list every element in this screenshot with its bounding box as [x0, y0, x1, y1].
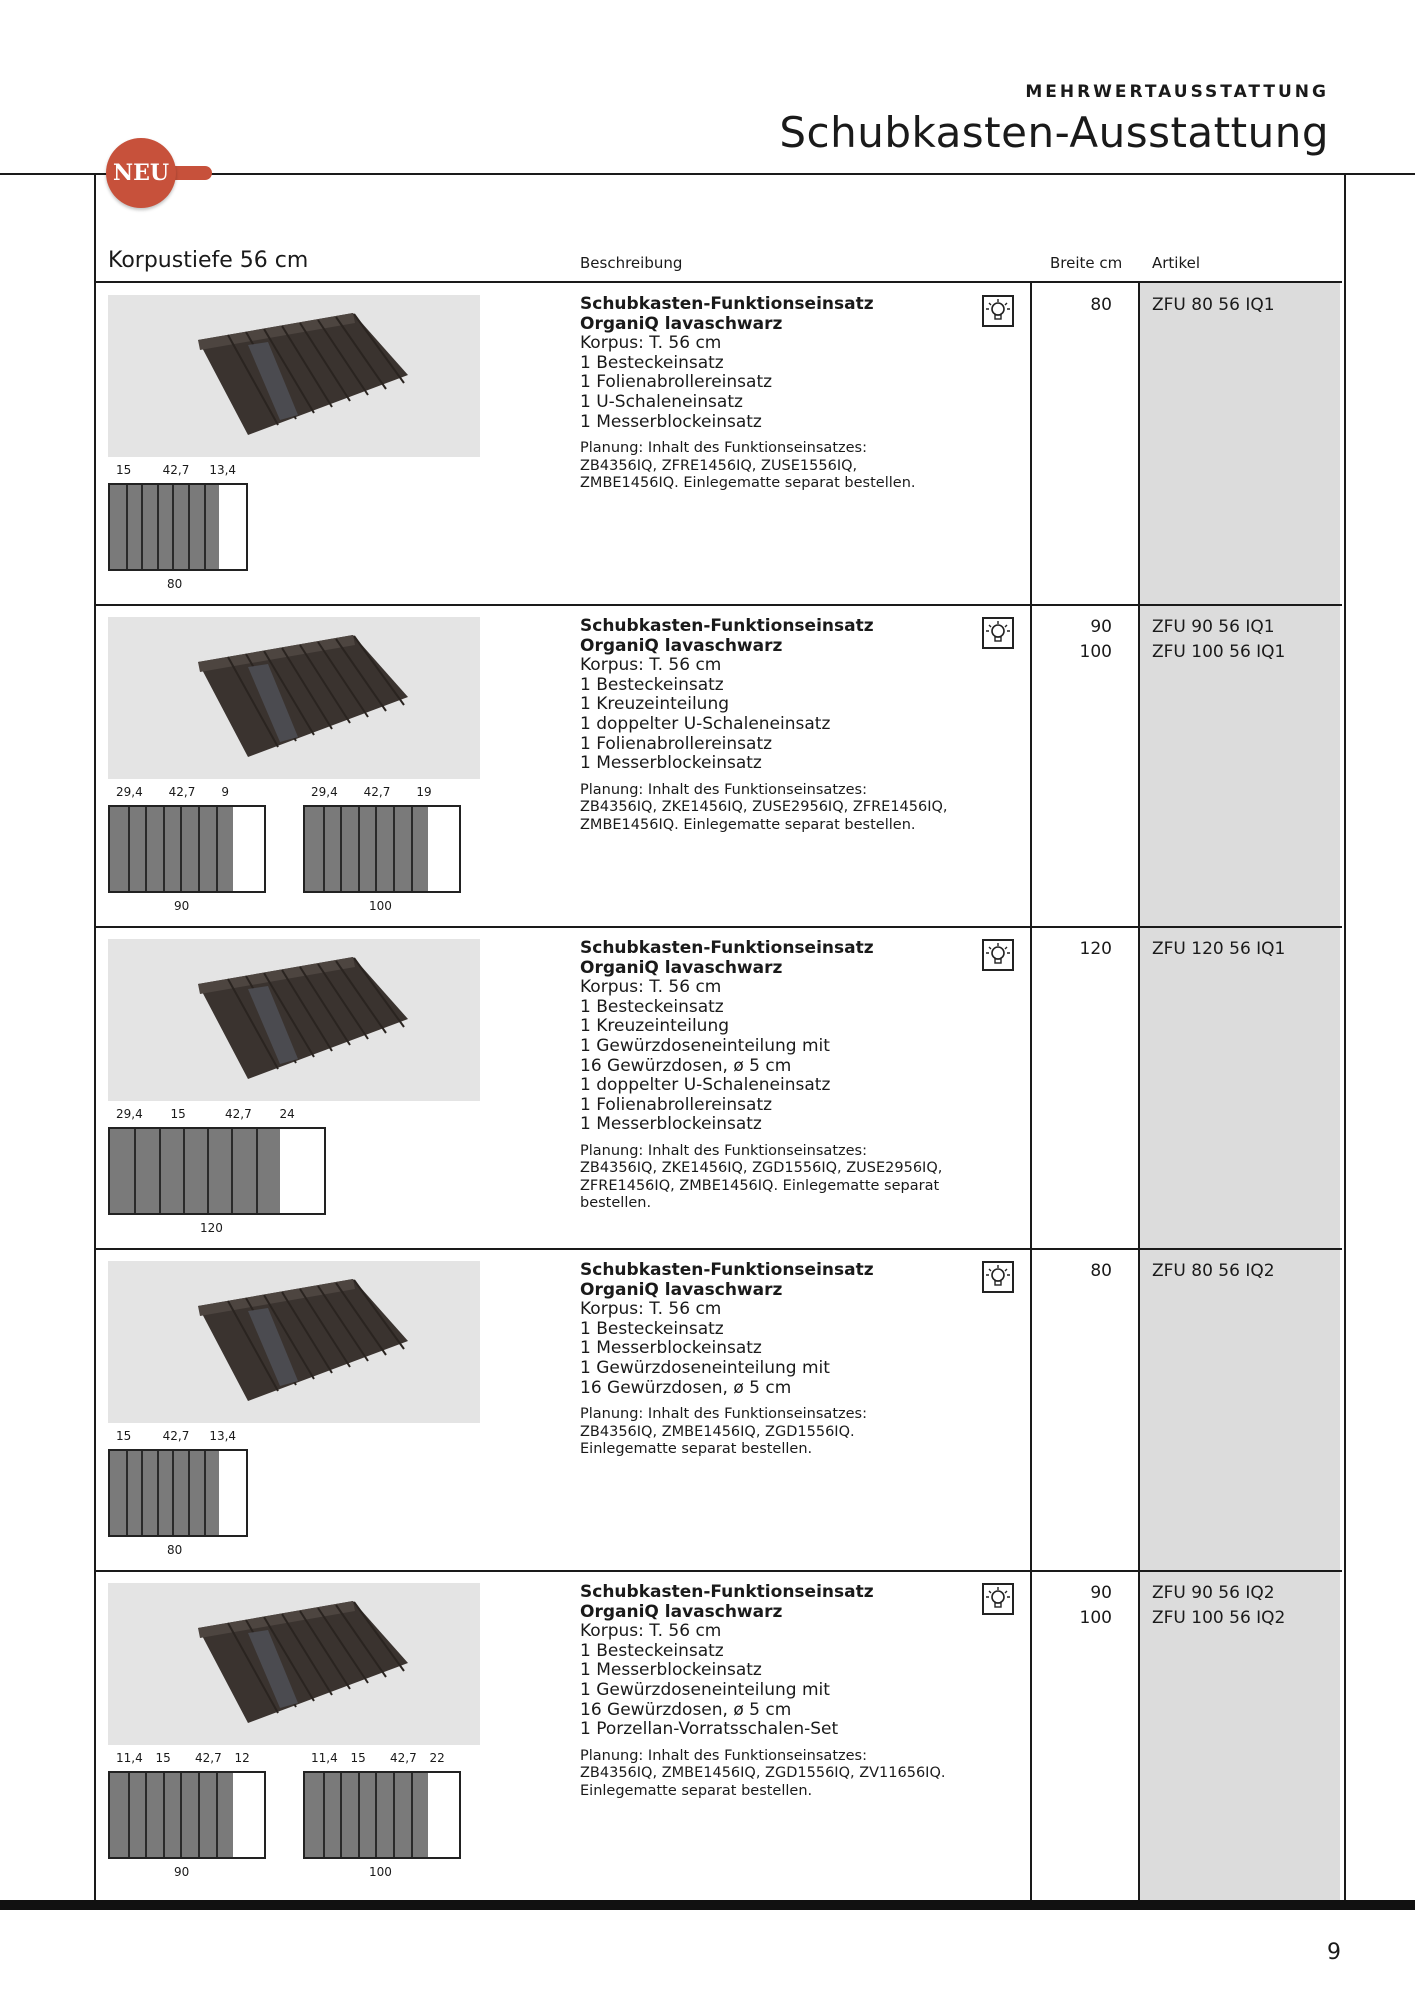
article-numbers: [1152, 1583, 1332, 1633]
product-description: [580, 617, 960, 834]
dimension-diagram: [108, 1107, 336, 1247]
product-subtitle: OrganiQ lavaschwarz: [580, 1601, 783, 1622]
planning-note: ZB4356IQ, ZMBE1456IQ, ZGD1556IQ.: [580, 1423, 855, 1440]
compartment-divider: [198, 807, 200, 891]
dimension-diagram: [108, 1429, 258, 1569]
product-photo: [108, 1583, 480, 1745]
compartment-divider: [216, 1773, 218, 1857]
product-photo: [108, 1261, 480, 1423]
page-number: 9: [1327, 1940, 1341, 1965]
compartment-divider: [216, 807, 218, 891]
article-numbers: [1152, 617, 1332, 667]
product-title: Schubkasten-Funktionseinsatz: [580, 938, 874, 958]
planning-note: Planung: Inhalt des Funktionseinsatzes:: [580, 1747, 867, 1764]
width-values: [1032, 939, 1112, 964]
dimension-diagram: [303, 1751, 471, 1891]
product-title: Schubkasten-Funktionseinsatz: [580, 1582, 874, 1602]
compartment-divider: [340, 1773, 342, 1857]
article-numbers: [1152, 939, 1332, 964]
product-description: [580, 295, 960, 493]
product-row: [96, 283, 1342, 605]
dimension-diagram: [108, 463, 258, 603]
compartment-divider: [204, 485, 206, 569]
section-kicker: MEHRWERTAUSSTATTUNG: [1025, 82, 1329, 102]
width-value: 120: [1079, 939, 1112, 959]
article-number: ZFU 90 56 IQ1: [1152, 617, 1275, 637]
dimension-total: 90: [174, 899, 190, 913]
dimension-diagram: [303, 785, 471, 925]
article-number: ZFU 80 56 IQ1: [1152, 295, 1275, 315]
article-number: ZFU 100 56 IQ1: [1152, 642, 1286, 662]
compartment-divider: [358, 1773, 360, 1857]
feature-line: 1 Besteckeinsatz: [580, 1318, 724, 1339]
planning-note: bestellen.: [580, 1195, 652, 1212]
product-row: [96, 1249, 1342, 1571]
drawer-layout: [108, 1771, 266, 1859]
compartment-divider: [411, 807, 413, 891]
feature-line: 1 Messerblockeinsatz: [580, 1660, 762, 1681]
feature-line: 16 Gewürzdosen, ø 5 cm: [580, 1699, 792, 1720]
dimension-label: 15: [116, 463, 132, 477]
column-header-description: Beschreibung: [580, 254, 683, 272]
planning-note: Planung: Inhalt des Funktionseinsatzes:: [580, 1142, 867, 1159]
compartment-divider: [204, 1451, 206, 1535]
planning-note: ZFRE1456IQ, ZMBE1456IQ. Einlegematte separat: [580, 1177, 940, 1194]
width-value: 80: [1090, 1261, 1112, 1281]
product-subtitle: OrganiQ lavaschwarz: [580, 635, 783, 656]
compartment-divider: [145, 1773, 147, 1857]
feature-line: Korpus: T. 56 cm: [580, 1621, 722, 1642]
dimension-diagram: [108, 1751, 276, 1891]
feature-line: 1 Gewürzdoseneinteilung mit: [580, 1035, 830, 1056]
feature-line: 1 Messerblockeinsatz: [580, 753, 762, 774]
planning-note: Planung: Inhalt des Funktionseinsatzes:: [580, 440, 867, 457]
dimension-total: 100: [369, 899, 392, 913]
planning-note: ZMBE1456IQ. Einlegematte separat bestellen.: [580, 475, 916, 492]
product-title: Schubkasten-Funktionseinsatz: [580, 294, 874, 314]
planning-note: ZB4356IQ, ZFRE1456IQ, ZUSE1556IQ,: [580, 457, 858, 474]
product-title: Schubkasten-Funktionseinsatz: [580, 1260, 874, 1280]
dimension-label: 29,4: [116, 1107, 143, 1121]
article-number: ZFU 80 56 IQ2: [1152, 1261, 1275, 1281]
drawer-layout: [303, 1771, 461, 1859]
product-row: [96, 927, 1342, 1249]
feature-line: 1 Besteckeinsatz: [580, 1640, 724, 1661]
width-value: 90: [1090, 617, 1112, 637]
product-row: [96, 605, 1342, 927]
new-badge: NEU: [106, 138, 176, 208]
drawer-layout: [108, 805, 266, 893]
width-value: 90: [1090, 1583, 1112, 1603]
product-subtitle: OrganiQ lavaschwarz: [580, 313, 783, 334]
compartment-divider: [180, 807, 182, 891]
feature-line: 1 Gewürzdoseneinteilung mit: [580, 1679, 830, 1700]
compartment-divider: [126, 1451, 128, 1535]
compartment-divider: [183, 1129, 185, 1213]
article-number: ZFU 100 56 IQ2: [1152, 1608, 1286, 1628]
feature-line: 1 Besteckeinsatz: [580, 996, 724, 1017]
product-subtitle: OrganiQ lavaschwarz: [580, 957, 783, 978]
dimension-label: 29,4: [311, 785, 338, 799]
planning-note: ZMBE1456IQ. Einlegematte separat bestellen.: [580, 816, 916, 833]
width-values: [1032, 295, 1112, 320]
feature-line: Korpus: T. 56 cm: [580, 333, 722, 354]
footer-bar: [0, 1900, 1415, 1910]
compartment-divider: [163, 807, 165, 891]
feature-line: 1 Folienabrollereinsatz: [580, 733, 773, 754]
feature-line: 1 Messerblockeinsatz: [580, 1338, 762, 1359]
compartment-divider: [172, 485, 174, 569]
dimension-label: 24: [279, 1107, 295, 1121]
feature-line: 1 Besteckeinsatz: [580, 352, 724, 373]
product-photo: [108, 939, 480, 1101]
compartment-divider: [128, 1773, 130, 1857]
feature-line: 1 Folienabrollereinsatz: [580, 1094, 773, 1115]
dimension-total: 120: [200, 1221, 223, 1235]
product-photo: [108, 617, 480, 779]
product-description: [580, 1261, 960, 1459]
product-description: [580, 1583, 960, 1800]
planning-note: ZB4356IQ, ZKE1456IQ, ZGD1556IQ, ZUSE2956IQ,: [580, 1160, 943, 1177]
compartment-divider: [180, 1773, 182, 1857]
dimension-label: 15: [116, 1429, 132, 1443]
width-values: [1032, 1261, 1112, 1286]
compartment-divider: [172, 1451, 174, 1535]
dimension-label: 11,4: [311, 1751, 338, 1765]
feature-line: 1 U-Schaleneinsatz: [580, 391, 743, 412]
light-bulb-icon: [982, 1583, 1014, 1615]
compartment-divider: [393, 807, 395, 891]
drawer-layout: [303, 805, 461, 893]
feature-line: 1 Messerblockeinsatz: [580, 411, 762, 432]
planning-note: Planung: Inhalt des Funktionseinsatzes:: [580, 1406, 867, 1423]
dimension-label: 42,7: [225, 1107, 252, 1121]
dimension-label: 42,7: [168, 785, 196, 799]
article-number: ZFU 120 56 IQ1: [1152, 939, 1286, 959]
compartment-divider: [323, 1773, 325, 1857]
column-header-article: Artikel: [1152, 254, 1201, 272]
drawer-layout: [108, 1127, 326, 1215]
light-bulb-icon: [982, 295, 1014, 327]
compartment-divider: [188, 485, 190, 569]
product-description: [580, 939, 960, 1213]
feature-line: 1 Porzellan-Vorratsschalen-Set: [580, 1719, 839, 1740]
width-value: 80: [1090, 295, 1112, 315]
dimension-label: 11,4: [116, 1751, 143, 1765]
feature-line: 1 doppelter U-Schaleneinsatz: [580, 713, 831, 734]
compartment-divider: [340, 807, 342, 891]
compartment-divider: [141, 485, 143, 569]
width-values: [1032, 1583, 1112, 1633]
width-values: [1032, 617, 1112, 667]
dimension-total: 90: [174, 1865, 190, 1879]
column-header-width: Breite cm: [1050, 254, 1123, 272]
article-numbers: [1152, 295, 1332, 320]
compartment-divider: [358, 807, 360, 891]
product-row: [96, 1571, 1342, 1893]
page-title: Schubkasten-Ausstattung: [779, 108, 1329, 157]
feature-line: 1 doppelter U-Schaleneinsatz: [580, 1075, 831, 1096]
compartment-divider: [188, 1451, 190, 1535]
feature-line: 1 Folienabrollereinsatz: [580, 372, 773, 393]
dimension-label: 13,4: [209, 463, 237, 477]
dimension-total: 80: [167, 577, 183, 591]
compartment-divider: [134, 1129, 136, 1213]
dimension-label: 42,7: [390, 1751, 417, 1765]
dimension-label: 42,7: [162, 463, 190, 477]
article-number: ZFU 90 56 IQ2: [1152, 1583, 1275, 1603]
compartment-divider: [157, 485, 159, 569]
dimension-label: 42,7: [195, 1751, 222, 1765]
compartment-divider: [323, 807, 325, 891]
feature-line: Korpus: T. 56 cm: [580, 977, 722, 998]
compartment-divider: [393, 1773, 395, 1857]
dimension-label: 29,4: [116, 785, 143, 799]
dimension-label: 15: [170, 1107, 186, 1121]
dimension-diagram: [108, 785, 276, 925]
dimension-label: 42,7: [162, 1429, 190, 1443]
planning-note: Einlegematte separat bestellen.: [580, 1441, 813, 1458]
drawer-layout: [108, 1449, 248, 1537]
planning-note: ZB4356IQ, ZKE1456IQ, ZUSE2956IQ, ZFRE1456IQ,: [580, 799, 948, 816]
light-bulb-icon: [982, 1261, 1014, 1293]
planning-note: Planung: Inhalt des Funktionseinsatzes:: [580, 781, 867, 798]
drawer-layout: [108, 483, 248, 571]
compartment-divider: [163, 1773, 165, 1857]
feature-line: Korpus: T. 56 cm: [580, 655, 722, 676]
compartment-divider: [375, 807, 377, 891]
planning-note: Einlegematte separat bestellen.: [580, 1782, 813, 1799]
compartment-divider: [411, 1773, 413, 1857]
dimension-label: 19: [416, 785, 432, 799]
feature-line: 1 Messerblockeinsatz: [580, 1114, 762, 1135]
feature-line: 16 Gewürzdosen, ø 5 cm: [580, 1377, 792, 1398]
feature-line: 1 Kreuzeinteilung: [580, 694, 730, 715]
dimension-total: 100: [369, 1865, 392, 1879]
dimension-label: 15: [155, 1751, 171, 1765]
dimension-label: 9: [221, 785, 229, 799]
dimension-label: 42,7: [363, 785, 391, 799]
compartment-divider: [141, 1451, 143, 1535]
feature-line: 1 Kreuzeinteilung: [580, 1016, 730, 1037]
feature-line: Korpus: T. 56 cm: [580, 1299, 722, 1320]
compartment-divider: [157, 1451, 159, 1535]
light-bulb-icon: [982, 617, 1014, 649]
compartment-divider: [207, 1129, 209, 1213]
width-value: 100: [1079, 1608, 1112, 1628]
light-bulb-icon: [982, 939, 1014, 971]
compartment-divider: [256, 1129, 258, 1213]
article-numbers: [1152, 1261, 1332, 1286]
compartment-divider: [375, 1773, 377, 1857]
feature-line: 1 Gewürzdoseneinteilung mit: [580, 1357, 830, 1378]
width-value: 100: [1079, 642, 1112, 662]
compartment-divider: [231, 1129, 233, 1213]
dimension-label: 22: [429, 1751, 445, 1765]
compartment-divider: [126, 485, 128, 569]
compartment-divider: [159, 1129, 161, 1213]
dimension-label: 15: [350, 1751, 366, 1765]
feature-line: 16 Gewürzdosen, ø 5 cm: [580, 1055, 792, 1076]
product-photo: [108, 295, 480, 457]
compartment-divider: [128, 807, 130, 891]
compartment-divider: [145, 807, 147, 891]
product-subtitle: OrganiQ lavaschwarz: [580, 1279, 783, 1300]
compartment-divider: [198, 1773, 200, 1857]
dimension-label: 13,4: [209, 1429, 237, 1443]
section-title: Korpustiefe 56 cm: [108, 248, 309, 273]
dimension-total: 80: [167, 1543, 183, 1557]
planning-note: ZB4356IQ, ZMBE1456IQ, ZGD1556IQ, ZV11656IQ.: [580, 1765, 946, 1782]
feature-line: 1 Besteckeinsatz: [580, 674, 724, 695]
product-title: Schubkasten-Funktionseinsatz: [580, 616, 874, 636]
dimension-label: 12: [234, 1751, 250, 1765]
